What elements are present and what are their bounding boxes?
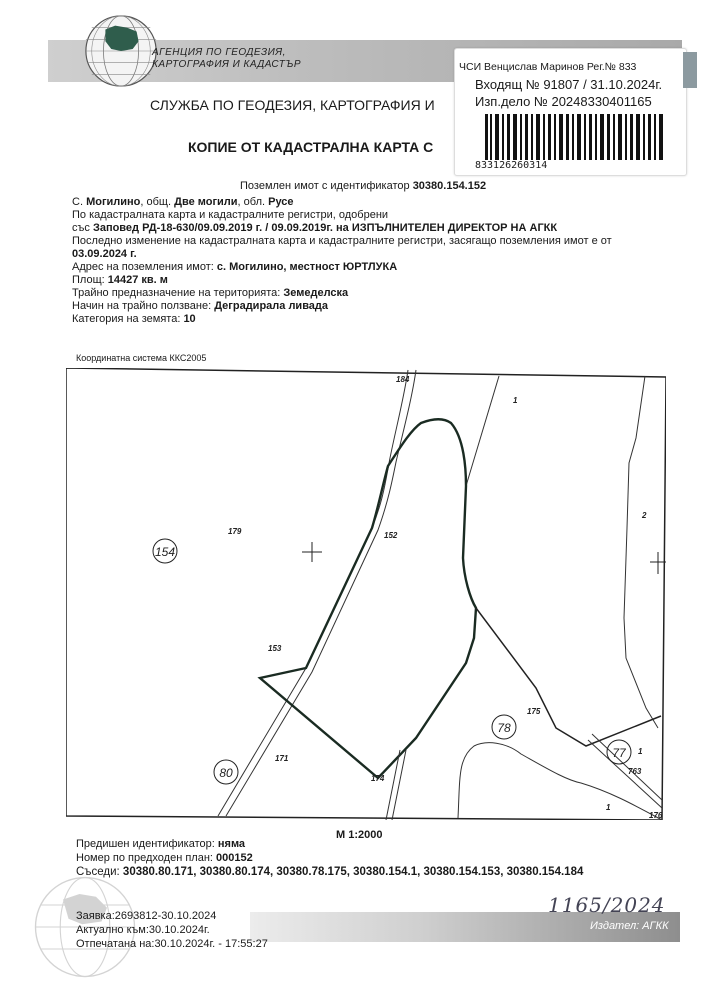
last-change-date-value: 03.09.2024 г. bbox=[72, 248, 137, 260]
neighbors-line bbox=[76, 866, 583, 879]
stamp-case-number: Изп.дело № 20248330401165 bbox=[475, 94, 652, 109]
identifier-label: Поземлен имот с идентификатор bbox=[240, 180, 410, 192]
municipality: Две могили bbox=[174, 196, 238, 208]
stamp-bailiff: ЧСИ Венцислав Маринов Рег.№ 833 bbox=[459, 61, 637, 73]
area-value: 14427 кв. м bbox=[107, 274, 168, 286]
category-value: 10 bbox=[183, 313, 196, 325]
agency-globe-logo-icon bbox=[82, 12, 160, 90]
purpose-label: Трайно предназначение на територията: bbox=[72, 287, 281, 299]
prev-plan-value: 000152 bbox=[216, 852, 253, 864]
agency-name-line1: АГЕНЦИЯ ПО ГЕОДЕЗИЯ, bbox=[152, 47, 286, 58]
map-circle-label: 80 bbox=[219, 766, 233, 780]
parcel-label: 184 bbox=[396, 375, 410, 384]
purpose-line bbox=[72, 287, 348, 300]
parcel-label: 763 bbox=[628, 767, 642, 776]
parcel-label: 1 bbox=[638, 747, 643, 756]
prev-id-value: няма bbox=[217, 838, 246, 850]
order-value: Заповед РД-18-630/09.09.2019 г. / 09.09.2019г. на ИЗПЪЛНИТЕЛЕН ДИРЕКТОР НА АГКК bbox=[92, 222, 558, 234]
order-line bbox=[72, 222, 557, 235]
parcel-label: 1 bbox=[513, 396, 518, 405]
municipality-prefix: , общ. bbox=[140, 196, 172, 208]
map-circle-label: 154 bbox=[154, 545, 176, 559]
cadastral-map bbox=[66, 368, 666, 820]
location-prefix: С. bbox=[72, 196, 83, 208]
parcel-label: 175 bbox=[527, 707, 541, 716]
approval-line: По кадастралната карта и кадастралните регистри, одобрени bbox=[72, 209, 389, 221]
parcel-label: 179 bbox=[228, 527, 242, 536]
parcel-label: 153 bbox=[268, 644, 282, 653]
region: Русе bbox=[268, 196, 294, 208]
last-change-line: Последно изменение на кадастралната карта и кадастралните регистри, засягащо поземления имот е от bbox=[72, 235, 612, 247]
usage-value: Деградирала ливада bbox=[214, 300, 329, 312]
usage-label: Начин на трайно ползване: bbox=[72, 300, 212, 312]
handwritten-note: 1165/2024 bbox=[548, 893, 666, 917]
barcode-icon bbox=[485, 114, 663, 160]
village: Могилино bbox=[86, 196, 141, 208]
map-circle-label: 78 bbox=[497, 721, 511, 735]
parcel-label: 2 bbox=[642, 511, 647, 520]
neighbors-value: 30380.80.171, 30380.80.174, 30380.78.175, 30380.154.1, 30380.154.153, 30380.154.184 bbox=[122, 866, 584, 878]
service-title: СЛУЖБА ПО ГЕОДЕЗИЯ, КАРТОГРАФИЯ И bbox=[150, 97, 435, 113]
page-edge-mark bbox=[683, 52, 697, 88]
parcel-label: 174 bbox=[371, 774, 385, 783]
identifier-line bbox=[240, 180, 486, 193]
order-prefix: със bbox=[72, 222, 90, 234]
prev-id-label: Предишен идентификатор: bbox=[76, 838, 215, 850]
barcode-number: 833126260314 bbox=[475, 160, 548, 171]
neighbors-label: Съседи: bbox=[76, 866, 120, 878]
parcel-label: 176 bbox=[649, 811, 663, 820]
area-line bbox=[72, 274, 168, 287]
category-label: Категория на земята: bbox=[72, 313, 181, 325]
address-value: с. Могилино, местност ЮРТЛУКА bbox=[216, 261, 398, 273]
area-label: Площ: bbox=[72, 274, 105, 286]
region-prefix: , обл. bbox=[237, 196, 266, 208]
agency-name bbox=[152, 47, 301, 71]
printed-line: Отпечатана на:30.10.2024г. - 17:55:27 bbox=[76, 938, 268, 950]
address-label: Адрес на поземления имот: bbox=[72, 261, 214, 273]
last-change-date bbox=[72, 248, 137, 261]
location-line bbox=[72, 196, 294, 209]
prev-plan-label: Номер по предходен план: bbox=[76, 852, 213, 864]
parcel-label: 171 bbox=[275, 754, 289, 763]
previous-plan-number bbox=[76, 852, 253, 865]
publisher: Издател: АГКК bbox=[590, 920, 669, 932]
previous-identifier bbox=[76, 838, 245, 851]
usage-line bbox=[72, 300, 328, 313]
purpose-value: Земеделска bbox=[283, 287, 349, 299]
category-line bbox=[72, 313, 196, 326]
coordinate-system: Координатна система ККС2005 bbox=[76, 353, 207, 363]
agency-name-line2: КАРТОГРАФИЯ И КАДАСТЪР bbox=[152, 59, 302, 70]
map-scale: М 1:2000 bbox=[336, 829, 383, 841]
address-line bbox=[72, 261, 397, 274]
map-circle-label: 77 bbox=[612, 746, 626, 760]
registration-stamp bbox=[454, 48, 687, 176]
document-title: КОПИЕ ОТ КАДАСТРАЛНА КАРТА С bbox=[188, 139, 434, 155]
stamp-incoming-number: Входящ № 91807 / 31.10.2024г. bbox=[475, 77, 663, 92]
parcel-label: 1 bbox=[606, 803, 611, 812]
parcel-label: 152 bbox=[384, 531, 398, 540]
actual-line: Актуално към:30.10.2024г. bbox=[76, 924, 210, 936]
identifier-value: 30380.154.152 bbox=[412, 180, 487, 192]
request-line: Заявка:2693812-30.10.2024 bbox=[76, 910, 217, 922]
